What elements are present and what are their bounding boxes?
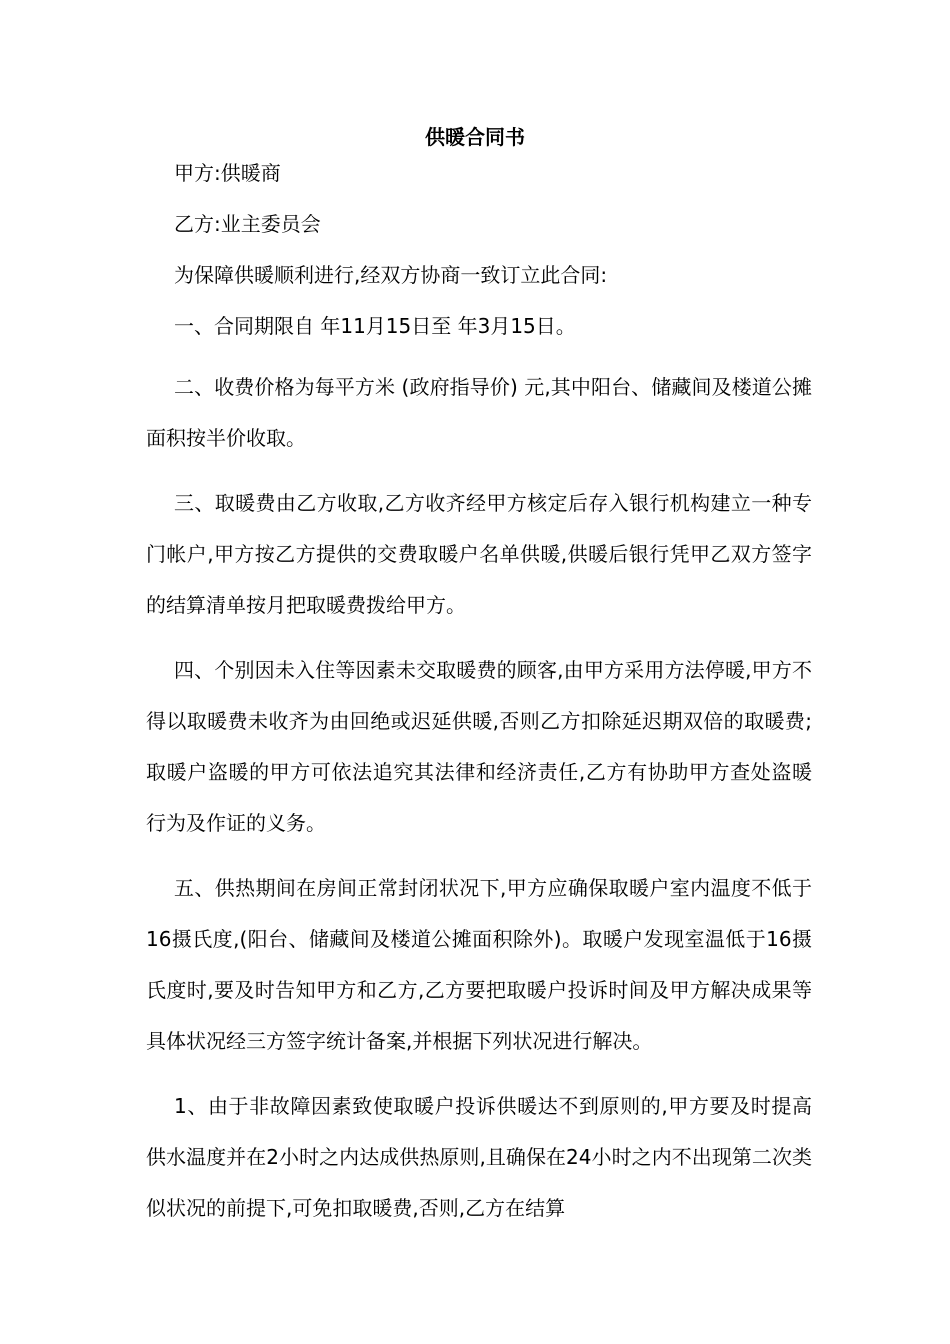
preamble-paragraph: 为保障供暖顺利进行,经双方协商一致订立此合同: <box>174 263 608 287</box>
clause-3-collection: 三、取暖费由乙方收取,乙方收齐经甲方核定后存入银行机构建立一种专门帐户,甲方按乙方提供的交费取暖户名单供暖,供暖后银行凭甲乙双方签字的结算清单按月把取暖费拨给甲方。 <box>146 491 812 617</box>
clause-4-nonpayment: 四、个别因未入住等因素未交取暖费的顾客,由甲方采用方法停暖,甲方不得以取暖费未收齐为由回绝或迟延供暖,否则乙方扣除延迟期双倍的取暖费;取暖户盗暖的甲方可依法追究其法律和经济责任,乙方有协助甲方查处盗暖行为及作证的义务。 <box>146 658 812 835</box>
document-body <box>146 158 812 1248</box>
clause-1-term: 一、合同期限自 年11月15日至 年3月15日。 <box>174 314 576 338</box>
party-a-line: 甲方:供暖商 <box>174 161 281 185</box>
clause-5-temperature: 五、供热期间在房间正常封闭状况下,甲方应确保取暖户室内温度不低于16摄氏度,(阳台、储藏间及楼道公摊面积除外)。取暖户发现室温低于16摄氏度时,要及时告知甲方和乙方,乙方要把取暖户投诉时间及甲方解决成果等具体状况经三方签字统计备案,并根据下列状况进行解决。 <box>146 876 812 1053</box>
party-b-line: 乙方:业主委员会 <box>174 212 321 236</box>
document-title: 供暖合同书 <box>425 125 525 149</box>
clause-2-price: 二、收费价格为每平方米 (政府指导价) 元,其中阳台、储藏间及楼道公摊面积按半价收取。 <box>146 375 812 450</box>
clause-5-item-1: 1、由于非故障因素致使取暖户投诉供暖达不到原则的,甲方要及时提高供水温度并在2小时之内达成供热原则,且确保在24小时之内不出现第二次类似状况的前提下,可免扣取暖费,否则,乙方在结算 <box>146 1094 812 1220</box>
